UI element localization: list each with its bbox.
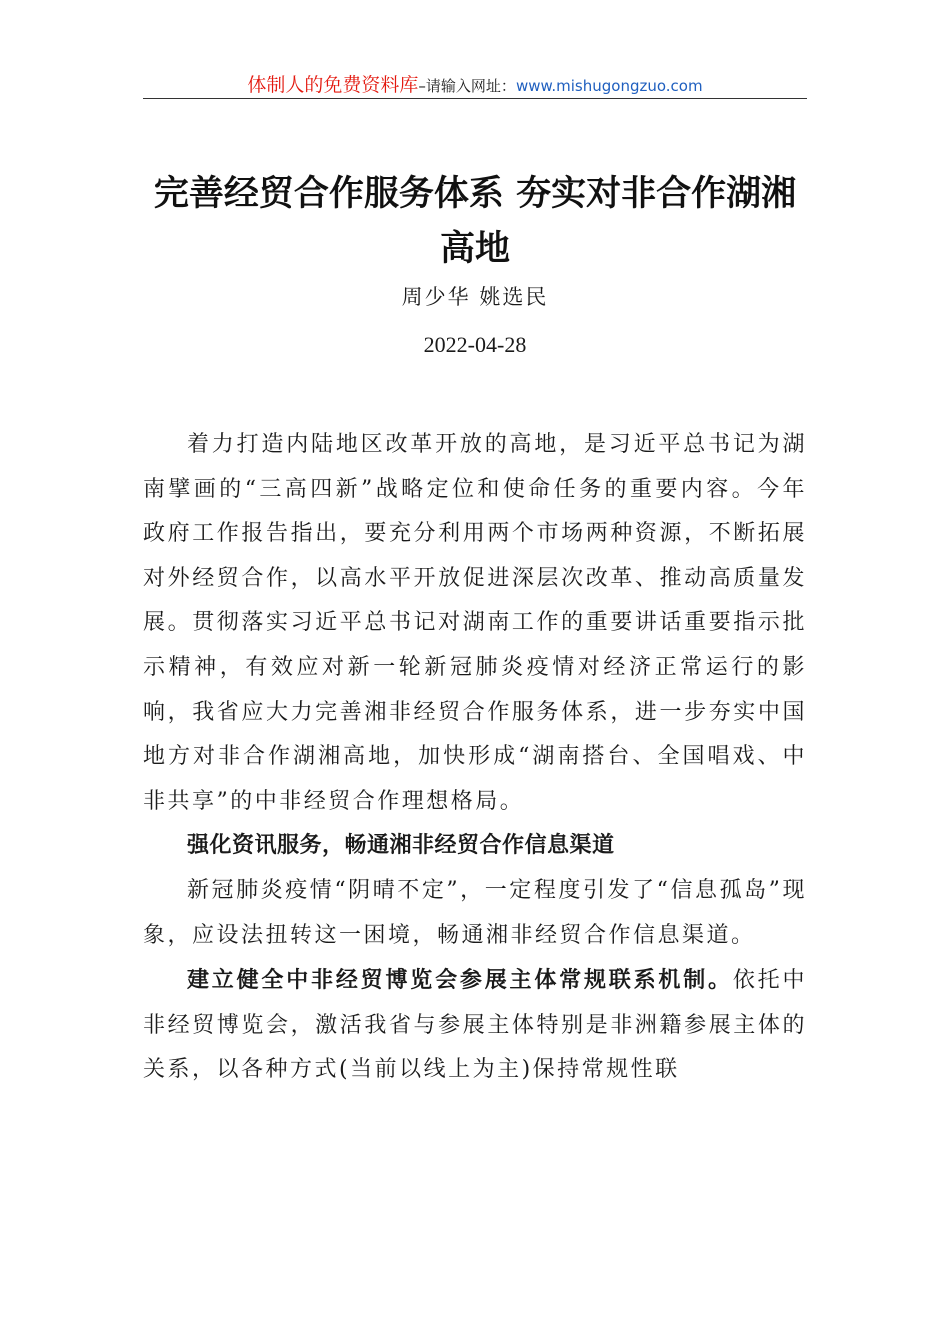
header-site-name: 体制人的免费资料库 [247, 74, 419, 96]
point-lead: 建立健全中非经贸博览会参展主体常规联系机制。 [187, 967, 733, 994]
point-text: 依托中非经贸博览会，激活我省与参展主体特别是非洲籍参展主体的关系，以各种方式(当前以线上为主)保持常规性联 [143, 968, 807, 1083]
intro-paragraph: 着力打造内陆地区改革开放的高地，是习近平总书记为湖南擘画的“三高四新”战略定位和使命任务的重要内容。今年政府工作报告指出，要充分利用两个市场两种资源，不断拓展对外经贸合作，以高水平开放促进深层次改革、推动高质量发展。贯彻落实习近平总书记对湖南工作的重要讲话重要指示批示精神，有效应对新一轮新冠肺炎疫情对经济正常运行的影响，我省应大力完善湘非经贸合作服务体系，进一步夯实中国地方对非合作湖湘高地，加快形成“湖南搭台、全国唱戏、中非共享”的中非经贸合作理想格局。 [143, 432, 807, 814]
site-header [143, 70, 807, 99]
header-prompt: –请输入网址： [418, 77, 516, 95]
point-paragraph [143, 958, 807, 1093]
article-date: 2022-04-28 [423, 332, 527, 357]
article-title: 完善经贸合作服务体系 夯实对非合作湖湘高地 [153, 173, 797, 269]
header-url-link[interactable]: www.mishugongzuo.com [515, 77, 703, 95]
article-authors: 周少华 姚选民 [401, 285, 549, 309]
article-body [143, 423, 807, 1093]
section-heading: 强化资讯服务，畅通湘非经贸合作信息渠道 [187, 833, 615, 859]
section-paragraph: 新冠肺炎疫情“阴晴不定”，一定程度引发了“信息孤岛”现象，应设法扭转这一困境，畅通湘非经贸合作信息渠道。 [143, 877, 807, 948]
